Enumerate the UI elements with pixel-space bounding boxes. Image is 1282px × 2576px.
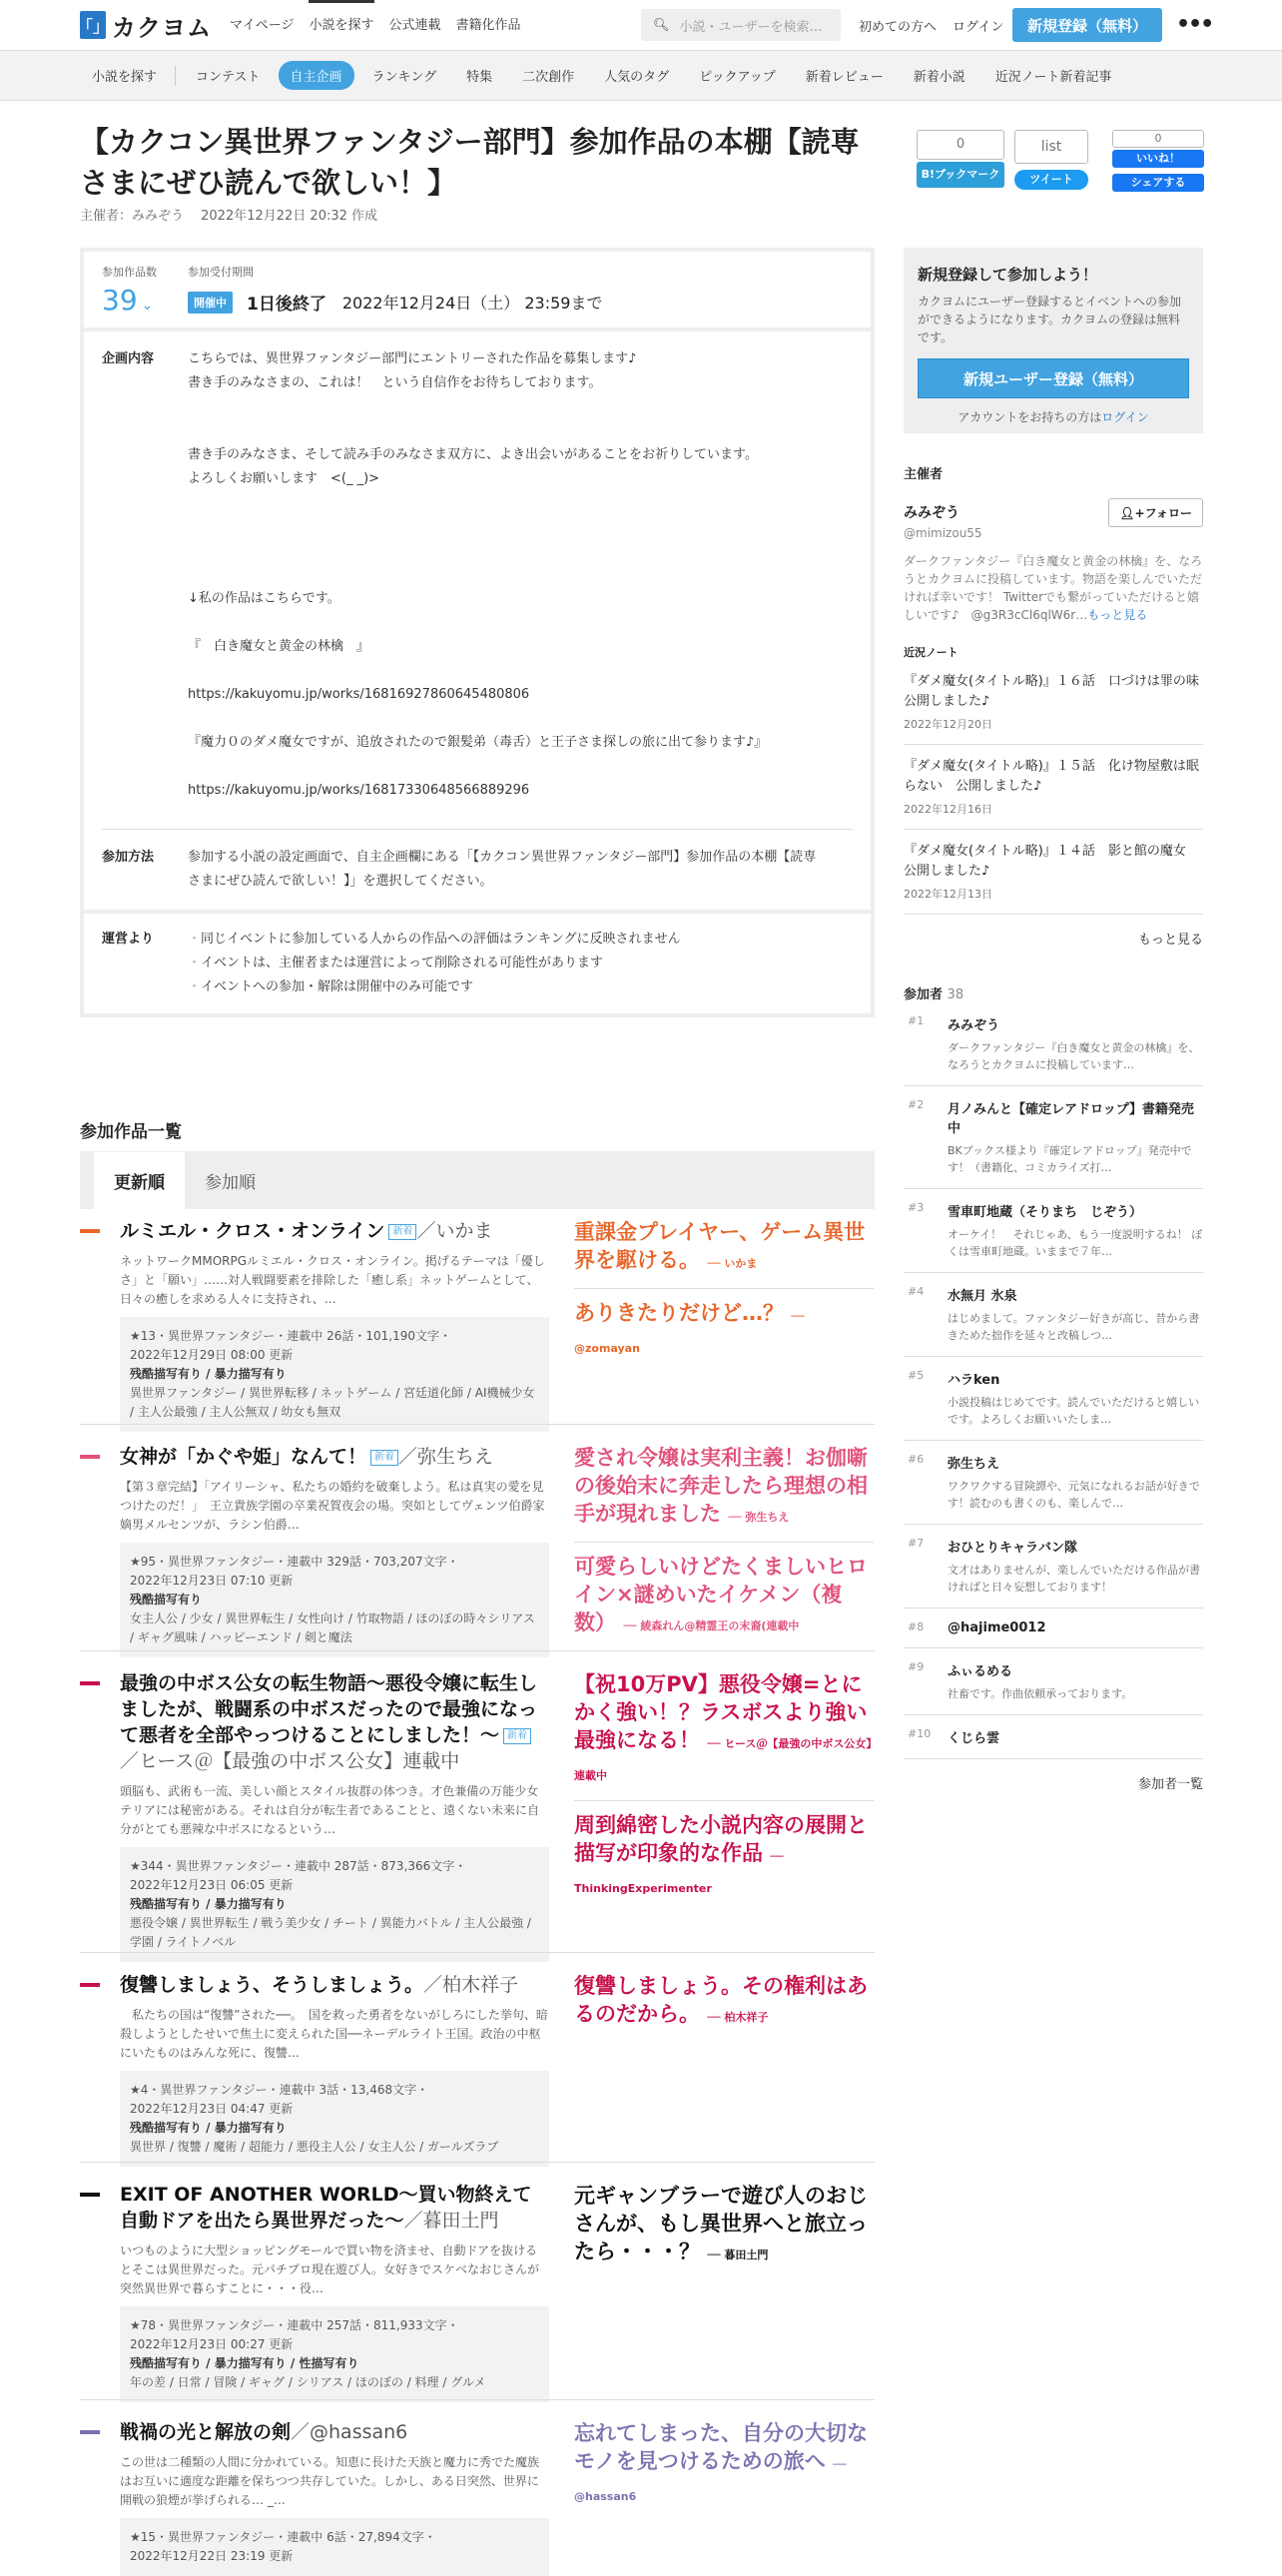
participant-name: くじら雲 — [948, 1731, 1000, 1746]
hatena-count: 0 — [917, 130, 1004, 160]
participants-heading-label: 参加者 — [904, 987, 944, 1002]
participants-heading — [904, 983, 1203, 1002]
review-author: ── @zomayan — [574, 1310, 805, 1355]
work-meta — [120, 2518, 549, 2576]
review-text: 復讐しましょう。その権利はあるのだから。 — [574, 1974, 868, 2026]
participant-desc: 小説投稿はじめてです。読んでいただけると嬉しいです。よろしくお願いいたしま… — [948, 1396, 1200, 1426]
work-meta — [120, 2306, 549, 2402]
subnav-events[interactable]: 自主企画 — [279, 61, 354, 90]
description-line — [188, 755, 767, 779]
review-list — [574, 1972, 874, 2032]
work-flags: 残酷描写有り / 暴力描写有り — [130, 1367, 287, 1381]
note-date: 2022年12月13日 — [904, 888, 992, 901]
sub-nav — [0, 51, 1282, 101]
nav-books[interactable]: 書籍化作品 — [455, 18, 521, 33]
review-item[interactable] — [574, 2419, 874, 2511]
divider — [80, 1952, 875, 1953]
review-text: 重課金プレイヤー、ゲーム異世界を駆ける。 — [574, 1220, 866, 1272]
ops-note: ・ イベントは、主催者または運営によって削除される可能性があります — [188, 952, 681, 975]
review-item[interactable] — [574, 1218, 874, 1278]
description-line — [188, 419, 767, 443]
work-title[interactable]: ルミエル・クロス・オンライン — [120, 1220, 385, 1242]
divider — [80, 1424, 875, 1425]
tab-joined[interactable]: 参加順 — [205, 1173, 256, 1193]
search-icon: 🔍︎ — [653, 17, 670, 33]
description-line — [188, 539, 767, 563]
review-text: 可愛らしいけどたくましいヒロイン×謎めいたイケメン（複数） — [574, 1555, 868, 1634]
register-panel-title: 新規登録して参加しよう！ — [918, 266, 1098, 284]
work-desc: 頭脳も、武術も一流、美しい顔とスタイル抜群の体つき。才色兼備の万能少女テリアには秘密がある。それは自分が転生者であることと、遠くない未来に自分がとても悪辣な中ボスになるという… — [120, 1784, 540, 1836]
work-color-bar — [80, 2430, 100, 2434]
subnav-feature[interactable]: 特集 — [466, 70, 493, 85]
note-item[interactable] — [904, 660, 1212, 745]
work-desc: ネットワークMMORPGルミエル・クロス・オンライン。掲げるテーマは「優しさ」と「願い」……対人戦闘要素を排除した「癒し系」ネットゲームとして、日々の癒しを求める人々に支持され、… — [120, 1254, 545, 1306]
description-line — [188, 659, 767, 683]
participant-item[interactable] — [904, 1273, 1203, 1357]
work-flags: 残酷描写有り — [130, 1593, 203, 1607]
host-name[interactable]: みみぞう — [904, 505, 960, 521]
search-input[interactable] — [641, 9, 841, 41]
work-date: 2022年12月29日 08:00 更新 — [130, 1348, 294, 1362]
divider — [574, 1800, 874, 1801]
work-author[interactable]: ／暮田土門 — [403, 2210, 499, 2232]
page-title: 【カクコン異世界ファンタジー部門】参加作品の本棚【読専さまにぜひ読んで欲しい！】 — [80, 125, 860, 200]
description-line: 『魔力０のダメ魔女ですが、追放されたので銀髪弟（毒舌）と王子さま探しの旅に出て参ります♪』 — [188, 735, 768, 750]
work-title-line[interactable] — [120, 2182, 549, 2234]
description-line — [188, 515, 767, 539]
subnav-new-notes[interactable]: 近況ノート新着記事 — [994, 70, 1112, 85]
description-line: こちらでは、異世界ファンタジー部門にエントリーされた作品を募集します♪ — [188, 351, 637, 366]
facebook-count: 0 — [1112, 130, 1204, 148]
entry-count-label: 参加作品数 — [102, 266, 157, 279]
review-item[interactable] — [574, 1444, 874, 1532]
work-title-line[interactable] — [120, 1670, 549, 1774]
nav-search-novels[interactable]: 小説を探す — [309, 0, 373, 51]
work-title-line[interactable] — [120, 1972, 549, 1998]
logo-text: カクヨム — [112, 13, 212, 42]
review-author: ── いかま — [707, 1257, 758, 1270]
review-text: 忘れてしまった、自分の大切なモノを見つけるための旅へ — [574, 2421, 868, 2473]
participant-item[interactable] — [904, 1525, 1203, 1609]
review-item[interactable] — [574, 1670, 874, 1790]
description-line: ↓私の作品はこちらです。 — [188, 591, 340, 606]
review-text: ありきたりだけど…？ — [574, 1301, 784, 1325]
participant-desc: 文才はありませんが、楽しんでいただける作品が書ければと日々妄想しております！ — [948, 1564, 1200, 1594]
new-badge: 新着 — [370, 1450, 398, 1466]
account-text-label: アカウントをお持ちの方は — [958, 410, 1102, 424]
participants-list — [904, 1002, 1203, 1759]
follow-label: フォロー — [1144, 506, 1192, 520]
work-stats: ★15・異世界ファンタジー・連載中 6話・27,894文字・ — [130, 2530, 436, 2544]
divider — [80, 1650, 875, 1651]
notes-more-link[interactable]: もっと見る — [1137, 933, 1203, 948]
participant-rank: #4 — [908, 1285, 925, 1298]
note-item[interactable] — [904, 830, 1203, 915]
review-item[interactable] — [574, 1553, 874, 1640]
work-color-bar — [80, 2193, 100, 2197]
review-list — [574, 1218, 874, 1363]
subnav-new-novels[interactable]: 新着小説 — [913, 70, 965, 85]
participant-item[interactable] — [904, 1441, 1203, 1525]
work-date: 2022年12月23日 07:10 更新 — [130, 1574, 294, 1588]
work-desc: 私たちの国は“復讐”された──。 国を救った勇者をないがしろにした挙句、暗殺しようとしたせいで焦土に変えられた国──ネーデルライト王国。政治の中枢にいたものはみんな死に、復讐… — [120, 2008, 548, 2060]
participant-desc: ワクワクする冒険譚や、元気になれるお話が好きです！読むのも書くのも、楽しんで… — [948, 1480, 1200, 1510]
participant-item[interactable] — [904, 1086, 1203, 1189]
event-info-box — [80, 248, 875, 1017]
person-plus-icon: 👤︎+ — [1119, 506, 1145, 520]
review-author: ── 綾森れん@精霊王の末裔(連載中 — [623, 1619, 800, 1632]
tweet-button[interactable]: ツイート — [1014, 170, 1088, 190]
review-text: 愛され令嬢は実利主義！お伽噺の後始末に奔走したら理想の相手が現れました — [574, 1446, 868, 1526]
facebook-like-button[interactable]: いいね！ — [1112, 150, 1204, 168]
review-item[interactable] — [574, 2182, 874, 2269]
participant-item[interactable] — [904, 1648, 1203, 1715]
review-list — [574, 2419, 874, 2511]
review-text: 周到綿密した小説内容の展開と描写が印象的な作品 — [574, 1813, 868, 1865]
login-link[interactable]: ログイン — [1101, 410, 1149, 424]
event-description — [188, 347, 767, 803]
content-label: 企画内容 — [102, 351, 155, 366]
participant-item[interactable] — [904, 1609, 1203, 1648]
work-desc: この世は二種類の人間に分かれている。知恵に長けた天族と魔力に秀でた魔族はお互いに適度な距離を保ちつつ共存していた。しかし、ある日突然、世界に開戦の狼煙が挙げられる… _… — [120, 2455, 540, 2507]
work-stats: ★13・異世界ファンタジー・連載中 26話・101,190文字・ — [130, 1329, 452, 1343]
participant-item[interactable] — [904, 1189, 1203, 1273]
work-stats: ★344・異世界ファンタジー・連載中 287話・873,366文字・ — [130, 1859, 467, 1873]
chevron-down-icon: ⌄ — [141, 298, 154, 314]
work-meta — [120, 1317, 549, 1432]
participant-rank: #1 — [908, 1014, 925, 1027]
method-text: 参加する小説の設定画面で、自主企画欄にある「【カクコン異世界ファンタジー部門】参加作品の本棚【読専さまにぜひ読んで欲しい！】」を選択してください。 — [188, 850, 817, 889]
subnav-search[interactable]: 小説を探す — [92, 70, 158, 85]
participant-item[interactable] — [904, 1002, 1203, 1086]
work-title[interactable]: 復讐しましょう、そうしましょう。 — [120, 1974, 424, 1996]
register-panel-desc: カクヨムにユーザー登録するとイベントへの参加ができるようになります。カクヨムの登録は無料です。 — [918, 295, 1182, 344]
work-author[interactable]: ／いかま — [416, 1220, 493, 1242]
participant-desc: 社畜です。作曲依頼承っております。 — [948, 1687, 1133, 1700]
work-date: 2022年12月22日 23:19 更新 — [130, 2549, 294, 2563]
method-label: 参加方法 — [102, 850, 155, 865]
note-date: 2022年12月20日 — [904, 718, 992, 731]
participant-desc: BKブックス様より『確定レアドロップ』発売中です！（書籍化、コミカライズ打… — [948, 1144, 1192, 1174]
participant-name: 弥生ちえ — [948, 1457, 1000, 1472]
work-title-line[interactable] — [120, 1218, 549, 1244]
review-author: ── @hassan6 — [574, 2458, 847, 2503]
divider — [80, 2399, 875, 2400]
participant-rank: #9 — [908, 1660, 925, 1673]
entry-count[interactable] — [102, 264, 188, 317]
host-heading: 主催者 — [904, 467, 944, 482]
work-tags[interactable]: 悪役令嬢 / 異世界転生 / 戦う美少女 / チート / 異能力バトル / 主人公最強 / 学園 / ライトノベル — [130, 1916, 531, 1949]
subnav-contest[interactable]: コンテスト — [196, 70, 261, 85]
participant-desc: オーケイ！ それじゃあ、もう一度説明するね！ ぼくは雪車町地蔵。いままで７年… — [948, 1228, 1203, 1258]
work-title[interactable]: 最強の中ボス公女の転生物語～悪役令嬢に転生しましたが、戦闘系の中ボスだったので最強になって悪者を全部やっつけることにしました！～ — [120, 1672, 538, 1746]
subnav-new-reviews[interactable]: 新着レビュー — [805, 70, 884, 85]
global-nav — [230, 0, 536, 51]
work-stats: ★78・異世界ファンタジー・連載中 257話・811,933文字・ — [130, 2318, 459, 2332]
work-tags[interactable]: 異世界 / 復讐 / 魔術 / 超能力 / 悪役主人公 / 女主人公 / ガールズラブ — [130, 2140, 499, 2154]
period-label: 参加受付期間 — [188, 266, 254, 279]
note-title: 『ダメ魔女(タイトル略)』１６話 口づけは罪の味 公開しました♪ — [904, 674, 1212, 709]
work-title-line[interactable] — [120, 1444, 549, 1470]
note-title: 『ダメ魔女(タイトル略)』１４話 影と館の魔女 公開しました♪ — [904, 844, 1199, 879]
description-line — [188, 563, 767, 587]
work-color-bar — [80, 1681, 100, 1685]
divider — [175, 66, 176, 86]
review-author: ── 暮田土門 — [707, 2249, 769, 2261]
participant-item[interactable] — [904, 1715, 1203, 1759]
participant-rank: #3 — [908, 1201, 925, 1214]
participant-name: @hajime0012 — [948, 1620, 1046, 1635]
participant-rank: #10 — [908, 1727, 932, 1740]
review-author: ── 柏木祥子 — [707, 2011, 769, 2024]
work-tags[interactable]: 異世界ファンタジー / 異世界転移 / ネットゲーム / 宮廷道化師 / AI機械少女 / 主人公最強 / 主人公無双 / 幼女も無双 — [130, 1386, 535, 1419]
event-meta: 主催者：みみぞう 2022年12月22日 20:32 作成 — [80, 209, 378, 224]
work-flags: 残酷描写有り / 暴力描写有り — [130, 1897, 287, 1911]
ops-notes — [188, 928, 681, 999]
divider — [80, 2162, 875, 2163]
notes-list — [904, 660, 1212, 915]
review-item[interactable] — [574, 1972, 874, 2032]
review-list — [574, 2182, 874, 2269]
entry-count-value: 39 — [102, 284, 138, 317]
subnav-tags[interactable]: 人気のタグ — [604, 70, 670, 85]
participant-name: 月ノみんと【確定レアドロップ】書籍発売中 — [948, 1102, 1194, 1136]
nav-mypage[interactable]: マイページ — [230, 18, 295, 33]
description-line — [188, 491, 767, 515]
host-id: @mimizou55 — [904, 526, 982, 540]
works-list-heading: 参加作品一覧 — [80, 1122, 182, 1142]
subnav-fanfic[interactable]: 二次創作 — [522, 70, 575, 85]
register-panel — [904, 248, 1203, 433]
participant-name: みみぞう — [948, 1018, 1000, 1033]
work-author[interactable]: ／柏木祥子 — [423, 1974, 519, 1996]
notes-heading: 近況ノート — [904, 646, 959, 659]
divider — [574, 1288, 874, 1289]
site-logo[interactable] — [77, 11, 212, 42]
participant-item[interactable] — [904, 1357, 1203, 1441]
review-text: 【祝10万PV】悪役令嬢=とにかく強い！？ラスボスより強い最強になる！ — [574, 1672, 868, 1752]
search-placeholder: 小説・ユーザーを検索… — [679, 19, 823, 35]
register-button[interactable]: 新規登録（無料） — [1012, 8, 1162, 42]
new-badge: 新着 — [503, 1728, 531, 1744]
work-stats: ★4・異世界ファンタジー・連載中 3話・13,468文字・ — [130, 2083, 429, 2097]
new-badge: 新着 — [388, 1224, 416, 1240]
beginner-link[interactable]: 初めての方へ — [859, 20, 938, 35]
description-line: よろしくお願いします <(_ _)> — [188, 471, 380, 486]
host-description-text: ダークファンタジー『白き魔女と黄金の林檎』を、なろうとカクヨムに投稿しています。物語を楽しんでいただければ幸いです！ Twitterでも繋がっていただけると嬉しいです♪ @g3R3cCl6qlW6r… — [904, 554, 1203, 622]
status-badge: 開催中 — [188, 292, 233, 314]
logo-mark: 「」 — [80, 11, 106, 39]
work-title[interactable]: 女神が「かぐや姫」なんて！ — [120, 1446, 367, 1468]
list-button[interactable]: list — [1014, 130, 1088, 164]
note-title: 『ダメ魔女(タイトル略)』１５話 化け物屋敷は眠らない 公開しました♪ — [904, 759, 1199, 794]
host-description — [904, 552, 1203, 624]
work-tags[interactable]: 年の差 / 日常 / 冒険 / ギャグ / シリアス / ほのぼの / 料理 / グルメ — [130, 2375, 486, 2389]
work-meta — [120, 1847, 549, 1962]
work-date: 2022年12月23日 00:27 更新 — [130, 2337, 294, 2351]
participant-desc: ダークファンタジー『白き魔女と黄金の林檎』を、なろうとカクヨムに投稿しています… — [948, 1041, 1200, 1071]
description-line[interactable]: https://kakuyomu.jp/works/16816927860645480806 — [188, 687, 530, 702]
work-color-bar — [80, 1229, 100, 1233]
description-line — [188, 611, 767, 635]
participant-name: ふぃるめる — [948, 1664, 1013, 1679]
work-tags[interactable]: 女主人公 / 少女 / 異世界転生 / 女性向け / 竹取物語 / ほのぼの時々シリアス / ギャグ風味 / ハッピーエンド / 剣と魔法 — [130, 1611, 535, 1644]
ops-note: ・ イベントへの参加・解除は開催中のみ可能です — [188, 975, 681, 999]
participants-count: 38 — [947, 987, 964, 1002]
description-line: 書き手のみなさまの、これは！ という自信作をお待ちしております。 — [188, 375, 602, 390]
work-author[interactable]: ／弥生ちえ — [398, 1446, 494, 1468]
participant-rank: #6 — [908, 1453, 925, 1466]
participant-rank: #5 — [908, 1369, 925, 1382]
hatena-bookmark-button[interactable]: B!ブックマーク — [917, 162, 1004, 188]
note-date: 2022年12月16日 — [904, 803, 992, 816]
login-link[interactable]: ログイン — [953, 20, 1004, 35]
subnav-ranking[interactable]: ランキング — [371, 70, 437, 85]
host-more-link[interactable]: もっと見る — [1087, 608, 1148, 622]
work-color-bar — [80, 1455, 100, 1459]
work-meta — [120, 1543, 549, 1657]
work-author[interactable]: ／ヒース＠【最強の中ボス公女】連載中 — [120, 1750, 460, 1772]
review-text: 元ギャンブラーで遊び人のおじさんが、もし異世界へと旅立ったら・・・？ — [574, 2184, 868, 2263]
more-menu-icon[interactable]: ••• — [1176, 12, 1213, 37]
work-stats: ★95・異世界ファンタジー・連載中 329話・703,207文字・ — [130, 1555, 459, 1569]
participant-desc: はじめまして。ファンタジー好きが高じ、昔から書きためた拙作を延々と改稿しつ… — [948, 1312, 1200, 1342]
remaining-time: 1日後終了 — [247, 295, 326, 315]
register-user-button[interactable]: 新規ユーザー登録（無料） — [918, 358, 1189, 398]
work-title-line[interactable] — [120, 2419, 549, 2445]
work-meta — [120, 2071, 549, 2167]
facebook-share-button[interactable]: シェアする — [1112, 174, 1204, 192]
subnav-pickup[interactable]: ピックアップ — [699, 70, 776, 85]
ops-label: 運営より — [102, 932, 155, 947]
participant-name: ハラken — [948, 1373, 1000, 1388]
work-date: 2022年12月23日 06:05 更新 — [130, 1878, 294, 1892]
work-color-bar — [80, 1983, 100, 1987]
header-links — [859, 0, 1019, 51]
participant-rank: #7 — [908, 1537, 925, 1550]
work-date: 2022年12月23日 04:47 更新 — [130, 2102, 294, 2116]
work-desc: いつものように大型ショッピングモールで買い物を済ませ、自動ドアを抜けるとそこは異世界だった。元パチプロ現在遊び人。女好きでスケベなおじさんが突然異世界で暮らすことに・・・役… — [120, 2244, 540, 2295]
global-header — [0, 0, 1282, 51]
review-list — [574, 1670, 874, 1903]
ops-note: ・ 同じイベントに参加している人からの作品への評価はランキングに反映されません — [188, 928, 681, 952]
description-line: 『 白き魔女と黄金の林檎 』 — [188, 639, 370, 654]
description-line — [188, 395, 767, 419]
work-author[interactable]: ／@hassan6 — [291, 2421, 408, 2443]
review-author: ── ThinkingExperimenter — [574, 1850, 784, 1895]
note-item[interactable] — [904, 745, 1203, 830]
participant-rank: #2 — [908, 1098, 925, 1111]
participant-name: 雪車町地蔵（そりまち じぞう） — [948, 1205, 1143, 1220]
description-line[interactable]: https://kakuyomu.jp/works/16817330648566889296 — [188, 783, 530, 798]
nav-official[interactable]: 公式連載 — [388, 18, 441, 33]
review-author: ── ヒース＠【最強の中ボス公女】連載中 — [574, 1737, 872, 1782]
works-tabs — [80, 1151, 875, 1209]
work-title[interactable]: EXIT OF ANOTHER WORLD～買い物終えて自動ドアを出たら異世界だった～ — [120, 2184, 532, 2232]
tab-updated[interactable]: 更新順 — [94, 1152, 185, 1209]
review-item[interactable] — [574, 1811, 874, 1903]
work-title[interactable]: 戦禍の光と解放の剣 — [120, 2421, 292, 2443]
sidebar — [904, 248, 1212, 1792]
participants-more-link[interactable]: 参加者一覧 — [1137, 1777, 1203, 1792]
participant-name: 水無月 氷泉 — [948, 1289, 1017, 1304]
participant-rank: #8 — [908, 1620, 925, 1633]
participant-name: おひとりキャラバン隊 — [948, 1541, 1078, 1556]
follow-button[interactable] — [1108, 498, 1203, 527]
divider — [574, 1542, 874, 1543]
work-flags: 残酷描写有り / 暴力描写有り / 性描写有り — [130, 2356, 359, 2370]
description-line: 書き手のみなさま、そして読み手のみなさま双方に、よき出会いがあることをお祈りしています。 — [188, 447, 758, 462]
work-desc: 【第３章完結】「アイリーシャ、私たちの婚約を破棄しよう。私は真実の愛を見つけたのだ！」 王立貴族学園の卒業祝賀夜会の場。突如としてヴェンツ伯爵家嫡男メルセンツが、ラシン伯爵… — [120, 1480, 545, 1532]
work-flags: 残酷描写有り / 暴力描写有り — [130, 2121, 287, 2135]
deadline: 2022年12月24日（土） 23:59まで — [341, 294, 603, 313]
review-author: ── 弥生ちえ — [728, 1511, 790, 1524]
description-line — [188, 707, 767, 731]
review-list — [574, 1444, 874, 1640]
account-text — [918, 408, 1189, 425]
review-item[interactable] — [574, 1299, 874, 1363]
